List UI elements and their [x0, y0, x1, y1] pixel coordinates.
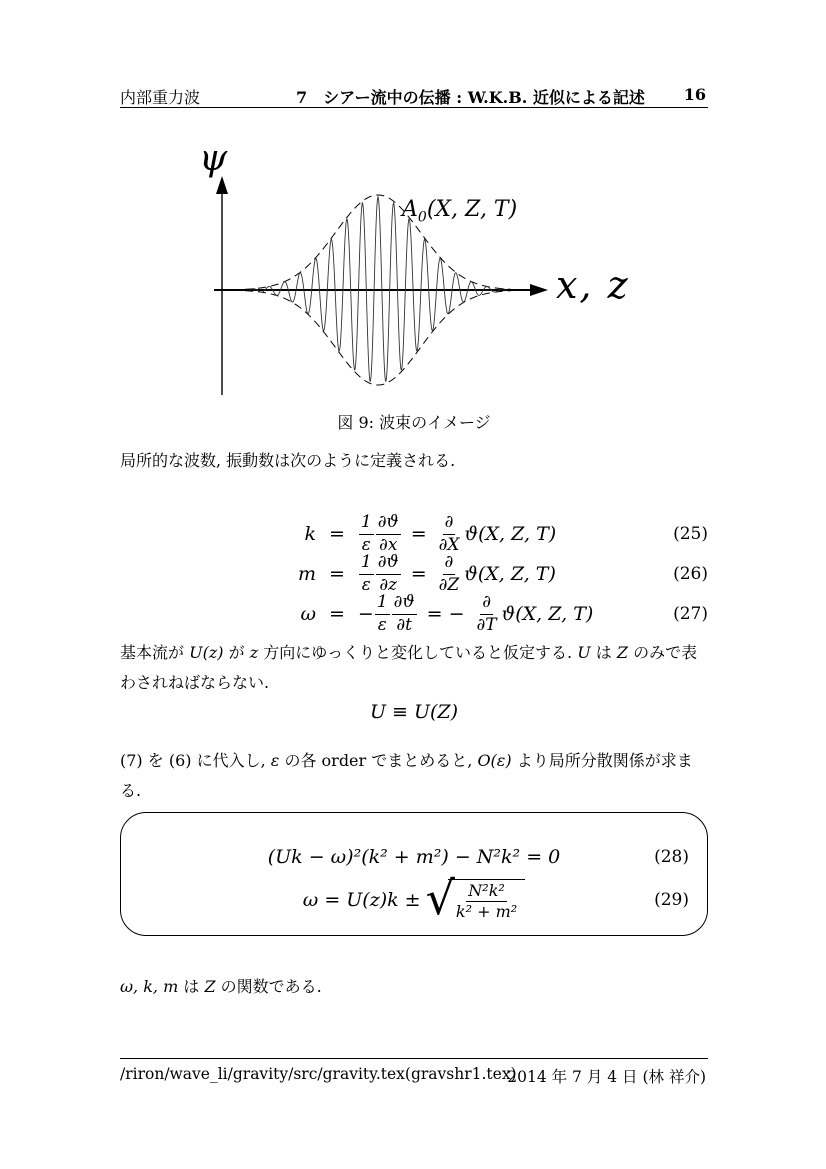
- inline-math: ε: [270, 751, 280, 770]
- xz-axis-label: x, z: [556, 263, 630, 307]
- inline-math: O(ε): [477, 751, 512, 770]
- minus-sign: −: [357, 603, 374, 625]
- footer-rule: [120, 1058, 708, 1059]
- footer-date: 2014 年 7 月 4 日 (林 祥介): [507, 1068, 706, 1086]
- inline-math: U(z): [189, 643, 224, 662]
- fraction: $\frac{\partial ϑ}{\partial z}$: [377, 552, 399, 595]
- equals-sign: =: [329, 563, 345, 585]
- equation-29: [121, 873, 707, 927]
- envelope-label-rest: (X, Z, T): [426, 197, 518, 222]
- fraction: $\frac{\partial ϑ}{\partial x}$: [377, 512, 399, 555]
- equation-body: (Uk − ω)²(k² + m²) − N²k² = 0: [267, 846, 561, 868]
- footer-file-path: /riron/wave_li/gravity/src/gravity.tex(gravshr1.tex): [120, 1065, 517, 1083]
- equals-sign: =: [410, 563, 427, 585]
- envelope-label-base: A: [402, 197, 418, 222]
- header-page-number: 16: [683, 85, 706, 104]
- equals-sign: =: [329, 603, 345, 625]
- equation-27: [120, 592, 708, 636]
- envelope-label: [402, 197, 517, 225]
- fraction: $\frac{\text{N²k²}}{\text{k² + m²}}$: [455, 881, 518, 921]
- inline-math: z: [249, 643, 259, 662]
- equation-26: [120, 552, 708, 596]
- section-number: 7: [296, 88, 308, 107]
- equation-tail: ϑ(X, Z, T): [464, 523, 557, 545]
- fraction: $\frac{1}{\varepsilon}$: [360, 552, 372, 595]
- equation-number: (27): [673, 604, 708, 624]
- inline-math: ω, k, m: [120, 977, 179, 996]
- equation-number: (26): [673, 564, 708, 584]
- equation-number: (28): [654, 847, 689, 867]
- fraction: $\frac{\partial ϑ}{\partial t}$: [393, 592, 415, 635]
- equation-lhs: k: [304, 523, 316, 545]
- body-paragraph-1: 局所的な波数, 振動数は次のように定義される.: [120, 451, 456, 470]
- inline-math: Z: [616, 643, 629, 662]
- radical-sign: √: [425, 871, 455, 925]
- equation-lhs: ω = U(z)k ±: [302, 889, 421, 911]
- equation-25: [120, 512, 708, 556]
- equation-tail: ϑ(X, Z, T): [501, 603, 594, 625]
- equation-28: [121, 841, 707, 873]
- equation-tail: ϑ(X, Z, T): [464, 563, 556, 585]
- body-paragraph-4: ω, k, m は Z の関数である.: [120, 977, 322, 996]
- psi-axis-label: ψ: [199, 138, 228, 179]
- header-rule: [120, 107, 708, 108]
- equals-sign: =: [329, 523, 345, 545]
- equation-lhs: ω: [300, 603, 316, 625]
- body-paragraph-3: (7) を (6) に代入し, ε の各 order でまとめると, O(ε) より局所分散関係が求まる.: [120, 751, 693, 800]
- equals-sign: = −: [426, 603, 465, 625]
- square-root: [425, 871, 526, 925]
- dispersion-relation-box: [120, 812, 708, 936]
- display-equation-u: U ≡ U(Z): [369, 701, 459, 723]
- figure-caption: 図 9: 波束のイメージ: [337, 413, 491, 432]
- equation-number: (29): [654, 890, 689, 910]
- equation-number: (25): [673, 524, 708, 544]
- inline-math: U: [577, 643, 591, 662]
- body-paragraph-2: 基本流が U(z) が z 方向にゆっくりと変化していると仮定する. U は Z のみで表わされねばならない.: [120, 643, 698, 692]
- fraction: $\frac{\partial}{\partial Z}$: [438, 552, 460, 595]
- fraction: $\frac{1}{\varepsilon}$: [376, 592, 388, 635]
- equation-lhs: m: [297, 563, 316, 585]
- envelope-label-sub: 0: [417, 209, 427, 226]
- wave-envelope-bottom: [245, 291, 511, 385]
- inline-math: Z: [204, 977, 216, 996]
- fraction: $\frac{1}{\varepsilon}$: [360, 512, 372, 555]
- equals-sign: =: [410, 523, 427, 545]
- header-doc-title: 内部重力波: [120, 88, 201, 107]
- header-section-title: [296, 85, 645, 108]
- section-title-text: シアー流中の伝播 : W.K.B. 近似による記述: [323, 88, 645, 107]
- fraction: $\frac{\partial}{\partial X}$: [438, 512, 460, 555]
- xz-axis-arrow-icon: [530, 284, 548, 296]
- fraction: $\frac{\partial}{\partial T}$: [476, 592, 497, 635]
